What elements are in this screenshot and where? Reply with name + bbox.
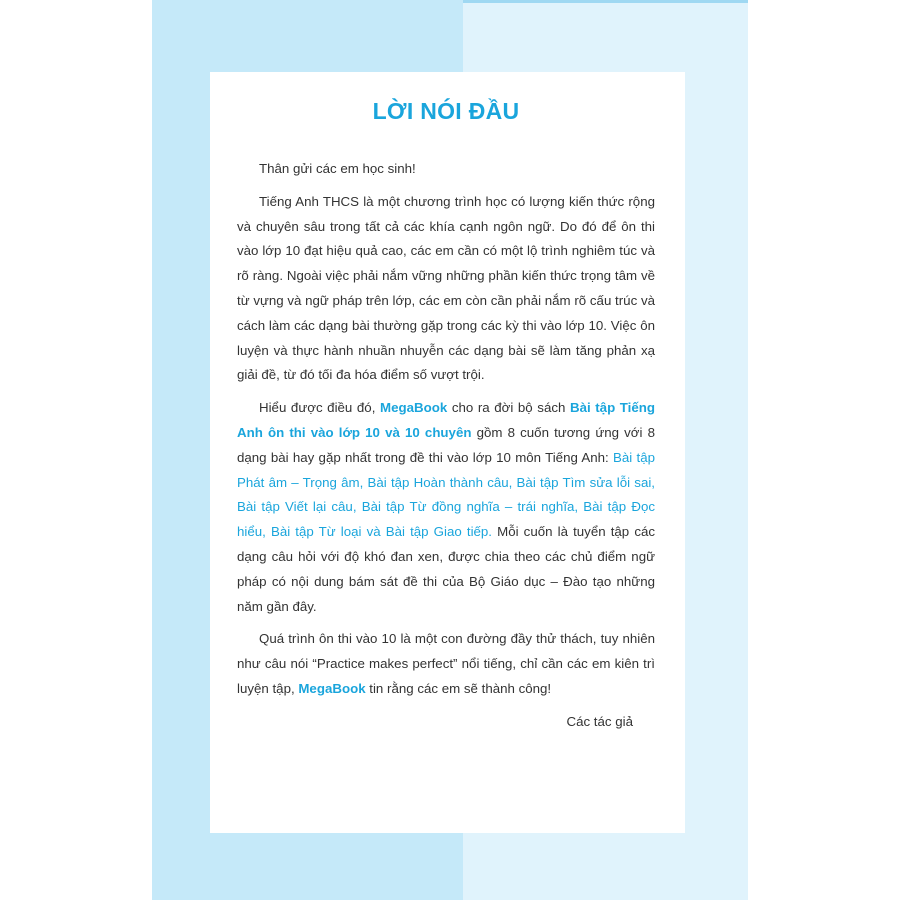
- paragraph-2-text-4: Mỗi cuốn là tuyển tập các dạng câu hỏi với độ khó đan xen, được chia theo các chủ điểm ngữ pháp có nội dung bám sát đề thi của Bộ Giáo dục – Đào tạo những năm gần đây.: [237, 524, 656, 614]
- page-title: LỜI NÓI ĐẦU: [372, 98, 520, 124]
- greeting: Thân gửi các em học sinh!: [259, 161, 416, 176]
- paragraph-3-text-1: Quá trình ôn thi vào 10 là một con đường đầy thử thách, tuy nhiên như câu nói “Practice makes perfect” nổi tiếng, chỉ cần các em kiên trì luyện tập,: [237, 631, 655, 696]
- paragraph-2-text-3: gồm 8 cuốn tương ứng với 8 dạng bài hay gặp nhất trong đề thi vào lớp 10 môn Tiếng Anh:: [237, 424, 655, 465]
- paragraph-3: [237, 627, 655, 701]
- brand-name: MegaBook: [380, 400, 448, 416]
- paragraph-2: [237, 396, 655, 619]
- paragraph-3-text-2: tin rằng các em sẽ thành công!: [365, 680, 552, 696]
- paragraph-1: Tiếng Anh THCS là một chương trình học có lượng kiến thức rộng và chuyên sâu trong tất cả các khía cạnh ngôn ngữ. Do đó để ôn thi vào lớp 10 đạt hiệu quả cao, các em cần có một lộ trình nghiêm túc và rõ ràng. Ngoài việc phải nắm vững những phần kiến thức trọng tâm về từ vựng và ngữ pháp trên lớp, các em còn cần phải nắm rõ cấu trúc và cách làm các dạng bài thường gặp trong các kỳ thi vào lớp 10. Việc ôn luyện và thực hành nhuần nhuyễn các dạng bài sẽ làm tăng phản xạ giải đề, từ đó tối đa hóa điểm số vượt trội.: [237, 193, 655, 383]
- brand-name: MegaBook: [298, 680, 366, 696]
- paragraph-2-text-1: Hiểu được điều đó,: [259, 400, 380, 416]
- background-top-line: [463, 0, 748, 3]
- series-title: Bài tập Tiếng Anh ôn thi vào lớp 10 và 10 chuyên: [237, 400, 655, 440]
- book-list: Bài tập Phát âm – Trọng âm, Bài tập Hoàn thành câu, Bài tập Tìm sửa lỗi sai, Bài tập Viết lại câu, Bài tập Từ đồng nghĩa – trái nghĩa, Bài tập Đọc hiểu, Bài tập Từ loại và Bài tập Giao tiếp.: [237, 449, 655, 540]
- signature: Các tác giả: [566, 713, 633, 729]
- preface-page: [210, 72, 685, 833]
- paragraph-2-text-2: cho ra đời bộ sách: [447, 400, 570, 416]
